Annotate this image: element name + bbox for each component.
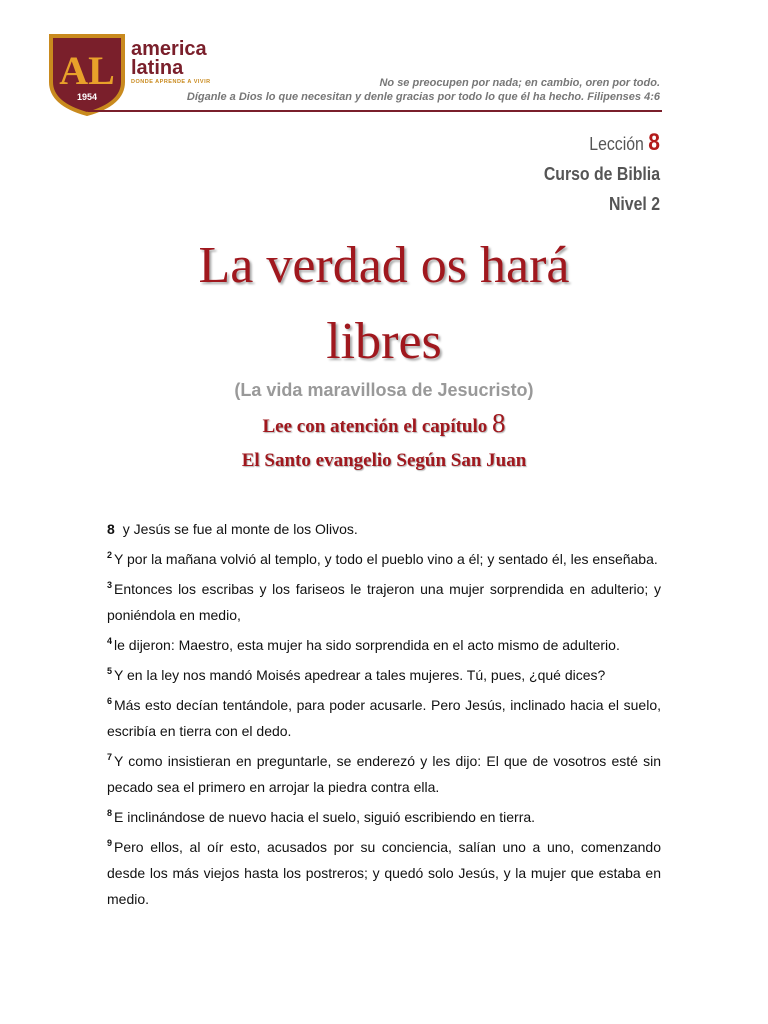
verse xyxy=(107,800,661,830)
quote-line1: No se preocupen por nada; en cambio, oren por todo. xyxy=(379,77,660,89)
verse-text: Entonces los escribas y los fariseos le trajeron una mujer sorprendida en adulterio; y poniéndola en medio, xyxy=(107,581,661,623)
brand-line1: america xyxy=(131,38,207,60)
verse-number: 4 xyxy=(107,636,113,646)
chapter-number: 8 xyxy=(492,408,506,438)
verse-number: 3 xyxy=(107,580,113,590)
school-logo xyxy=(47,32,127,116)
course-level: Nivel 2 xyxy=(608,194,660,214)
verse-number: 8 xyxy=(107,808,113,818)
verse xyxy=(107,830,661,912)
course-name: Curso de Biblia xyxy=(543,164,660,184)
logo-year: 1954 xyxy=(76,92,98,102)
verse-text: E inclinándose de nuevo hacia el suelo, siguió escribiendo en tierra. xyxy=(114,809,536,825)
verse-text: Y como insistieran en preguntarle, se enderezó y les dijo: El que de vosotros esté sin pecado sea el primero en arrojar la piedra contra ella. xyxy=(107,753,661,795)
verse xyxy=(107,628,661,658)
verse-number: 8 xyxy=(107,521,115,537)
page-title xyxy=(60,228,708,380)
verse-text: y Jesús se fue al monte de los Olivos. xyxy=(122,521,358,537)
lesson-label: Lección xyxy=(589,134,644,154)
verse-number: 5 xyxy=(107,666,113,676)
page-subtitle: (La vida maravillosa de Jesucristo) xyxy=(234,380,534,400)
verse xyxy=(107,688,661,744)
verse xyxy=(107,658,661,688)
scripture-passage xyxy=(107,516,661,912)
lesson-number-row xyxy=(544,128,660,159)
verse-text: Más esto decían tentándole, para poder acusarle. Pero Jesús, inclinado hacia el suelo, escribía en tierra con el dedo. xyxy=(107,697,661,739)
verse-number: 6 xyxy=(107,696,113,706)
verse-number: 2 xyxy=(107,550,113,560)
gospel-heading: El Santo evangelio Según San Juan xyxy=(241,450,527,471)
verse-text: le dijeron: Maestro, esta mujer ha sido sorprendida en el acto mismo de adulterio. xyxy=(114,637,620,653)
lesson-number: 8 xyxy=(648,129,660,156)
verse xyxy=(107,572,661,628)
verse-text: Y por la mañana volvió al templo, y todo el pueblo vino a él; y sentado él, les enseñaba. xyxy=(114,551,658,567)
title-line2: libres xyxy=(326,313,442,370)
verse xyxy=(107,744,661,800)
read-label: Lee con atención el capítulo xyxy=(262,416,488,437)
verse-text: Pero ellos, al oír esto, acusados por su conciencia, salían uno a uno, comenzando desde los más viejos hasta los postreros; y quedó solo Jesús, y la mujer que estaba en medio. xyxy=(107,839,661,907)
verse-number: 9 xyxy=(107,838,113,848)
quote-line2: Díganle a Dios lo que necesitan y denle gracias por todo lo que él ha hecho. Filipenses 4:6 xyxy=(186,91,660,103)
header-quote xyxy=(187,76,660,104)
lesson-info xyxy=(528,128,660,219)
verse-text: Y en la ley nos mandó Moisés apedrear a tales mujeres. Tú, pues, ¿qué dices? xyxy=(114,667,606,683)
brand-tagline: DONDE APRENDE A VIVIR xyxy=(131,79,211,85)
brand-line2: latina xyxy=(131,57,184,79)
title-line1: La verdad os hará xyxy=(198,237,570,294)
verse xyxy=(107,542,661,572)
read-instruction xyxy=(0,408,768,439)
header-divider xyxy=(88,110,662,112)
verse xyxy=(107,516,661,542)
verse-number: 7 xyxy=(107,752,113,762)
logo-monogram: AL xyxy=(59,48,115,93)
